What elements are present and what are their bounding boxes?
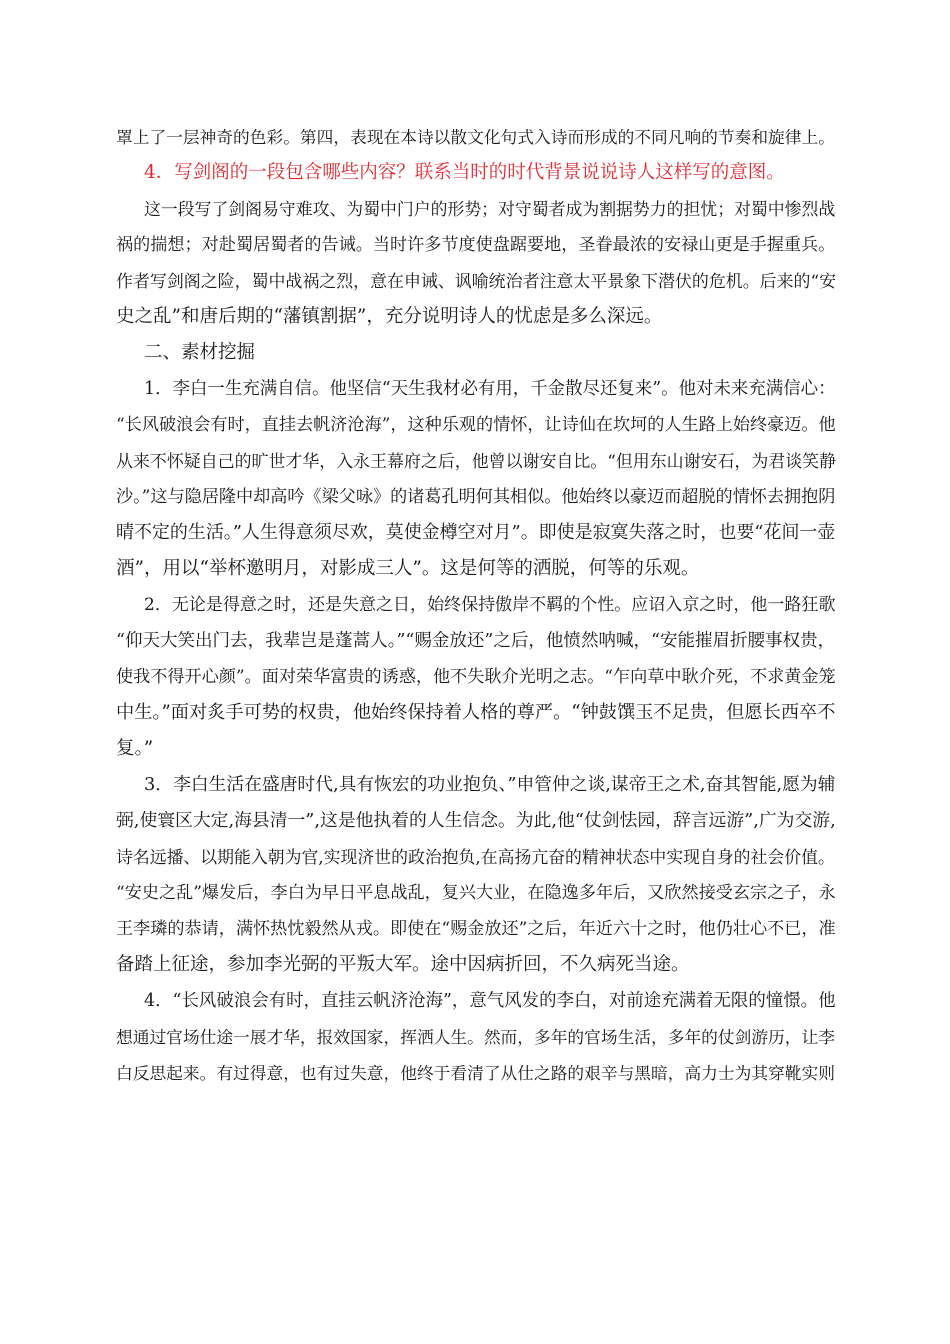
paragraph-line: “长风破浪会有时，直挂去帆济沧海”，这种乐观的情怀，让诗仙在坎坷的人生路上始终豪迈。他 [116,415,836,435]
paragraph-line: 诗名远播、以期能入朝为官,实现济世的政治抱负,在高扬亢奋的精神状态中实现自身的社会价值。 [116,847,835,867]
paragraph-line: 从来不怀疑自己的旷世才华，入永王幕府之后，他曾以谢安自比。“但用东山谢安石，为君谈笑静 [116,451,837,471]
paragraph-line: 弼,使寰区大定,海县清一”,这是他执着的人生信念。为此,他“仗剑怯园，辞言远游”,广为交游, [116,810,836,831]
paragraph-line: 史之乱”和唐后期的“藩镇割据”，充分说明诗人的忧虑是多么深远。 [116,306,663,327]
paragraph-line: 王李璘的恭请，满怀热忱毅然从戎。即使在“赐金放还”之后，年近六十之时，他仍壮心不已，准 [116,919,836,939]
paragraph-line: 酒”，用以“举杯邀明月，对影成三人”。这是何等的洒脱，何等的乐观。 [116,558,700,579]
paragraph-line: 4．“长风破浪会有时，直挂云帆济沧海”，意气风发的李白，对前途充满着无限的憧憬。他 [144,991,836,1011]
paragraph-line: 使我不得开心颜”。面对荣华富贵的诱惑，他不失耿介光明之志。“乍向草中耿介死，不求黄金笼 [116,667,836,687]
paragraph-line: “安史之乱”爆发后，李白为早日平息战乱，复兴大业，在隐逸多年后，又欣然接受玄宗之子，永 [116,883,836,903]
paragraph-line: 复。” [116,738,154,759]
paragraph-line: 沙。”这与隐居隆中却高吟《梁父咏》的诸葛孔明何其相似。他始终以豪迈而超脱的情怀去拥抱阴 [116,487,836,507]
paragraph-line: “仰天大笑出门去，我辈岂是蓬蒿人。”“赐金放还”之后，他愤然呐喊，“安能摧眉折腰事权贵， [116,631,836,651]
paragraph-line: 备踏上征途，参加李光弼的平叛大军。途中因病折回，不久病死当途。 [116,954,690,975]
paragraph-line: 晴不定的生活。”人生得意须尽欢，莫使金樽空对月”。即使是寂寞失落之时，也要“花间一壶 [116,522,836,543]
paragraph-line: 罩上了一层神奇的色彩。第四，表现在本诗以散文化句式入诗而形成的不同凡响的节奏和旋律上。 [116,127,835,147]
paragraph-line: 作者写剑阁之险，蜀中战祸之烈，意在申诫、讽喻统治者注意太平景象下潜伏的危机。后来的“安 [116,271,837,291]
paragraph-line: 这一段写了剑阁易守难攻、为蜀中门户的形势；对守蜀者成为割据势力的担忧；对蜀中惨烈战 [144,199,836,219]
paragraph-line: 中生。”面对炙手可势的权贵，他始终保持着人格的尊严。“钟鼓馔玉不足贵，但愿长西卒不 [116,702,836,723]
paragraph-line: 2．无论是得意之时，还是失意之日，始终保持傲岸不羁的个性。应诏入京之时，他一路狂歌 [144,595,836,615]
paragraph-line: 白反思起来。有过得意，也有过失意，他终于看清了从仕之路的艰辛与黑暗，高力士为其穿靴实则 [116,1063,835,1083]
paragraph-line: 1．李白一生充满自信。他坚信“天生我材必有用，千金散尽还复来”。他对未来充满信心： [144,379,836,399]
question-heading: 4．写剑阁的一段包含哪些内容？联系当时的时代背景说说诗人这样写的意图。 [144,162,785,183]
paragraph-line: 3．李白生活在盛唐时代,具有恢宏的功业抱负、”申管仲之谈,谋帝王之术,奋其智能,愿为辅 [144,774,836,795]
paragraph-line: 祸的揣想；对赴蜀居蜀者的告诫。当时许多节度使盘踞要地，圣眷最浓的安禄山更是手握重兵。 [116,235,836,255]
paragraph-line: 想通过官场仕途一展才华，报效国家，挥洒人生。然而，多年的官场生活，多年的仗剑游历，让李 [116,1027,835,1047]
section-heading: 二、素材挖掘 [144,342,256,363]
